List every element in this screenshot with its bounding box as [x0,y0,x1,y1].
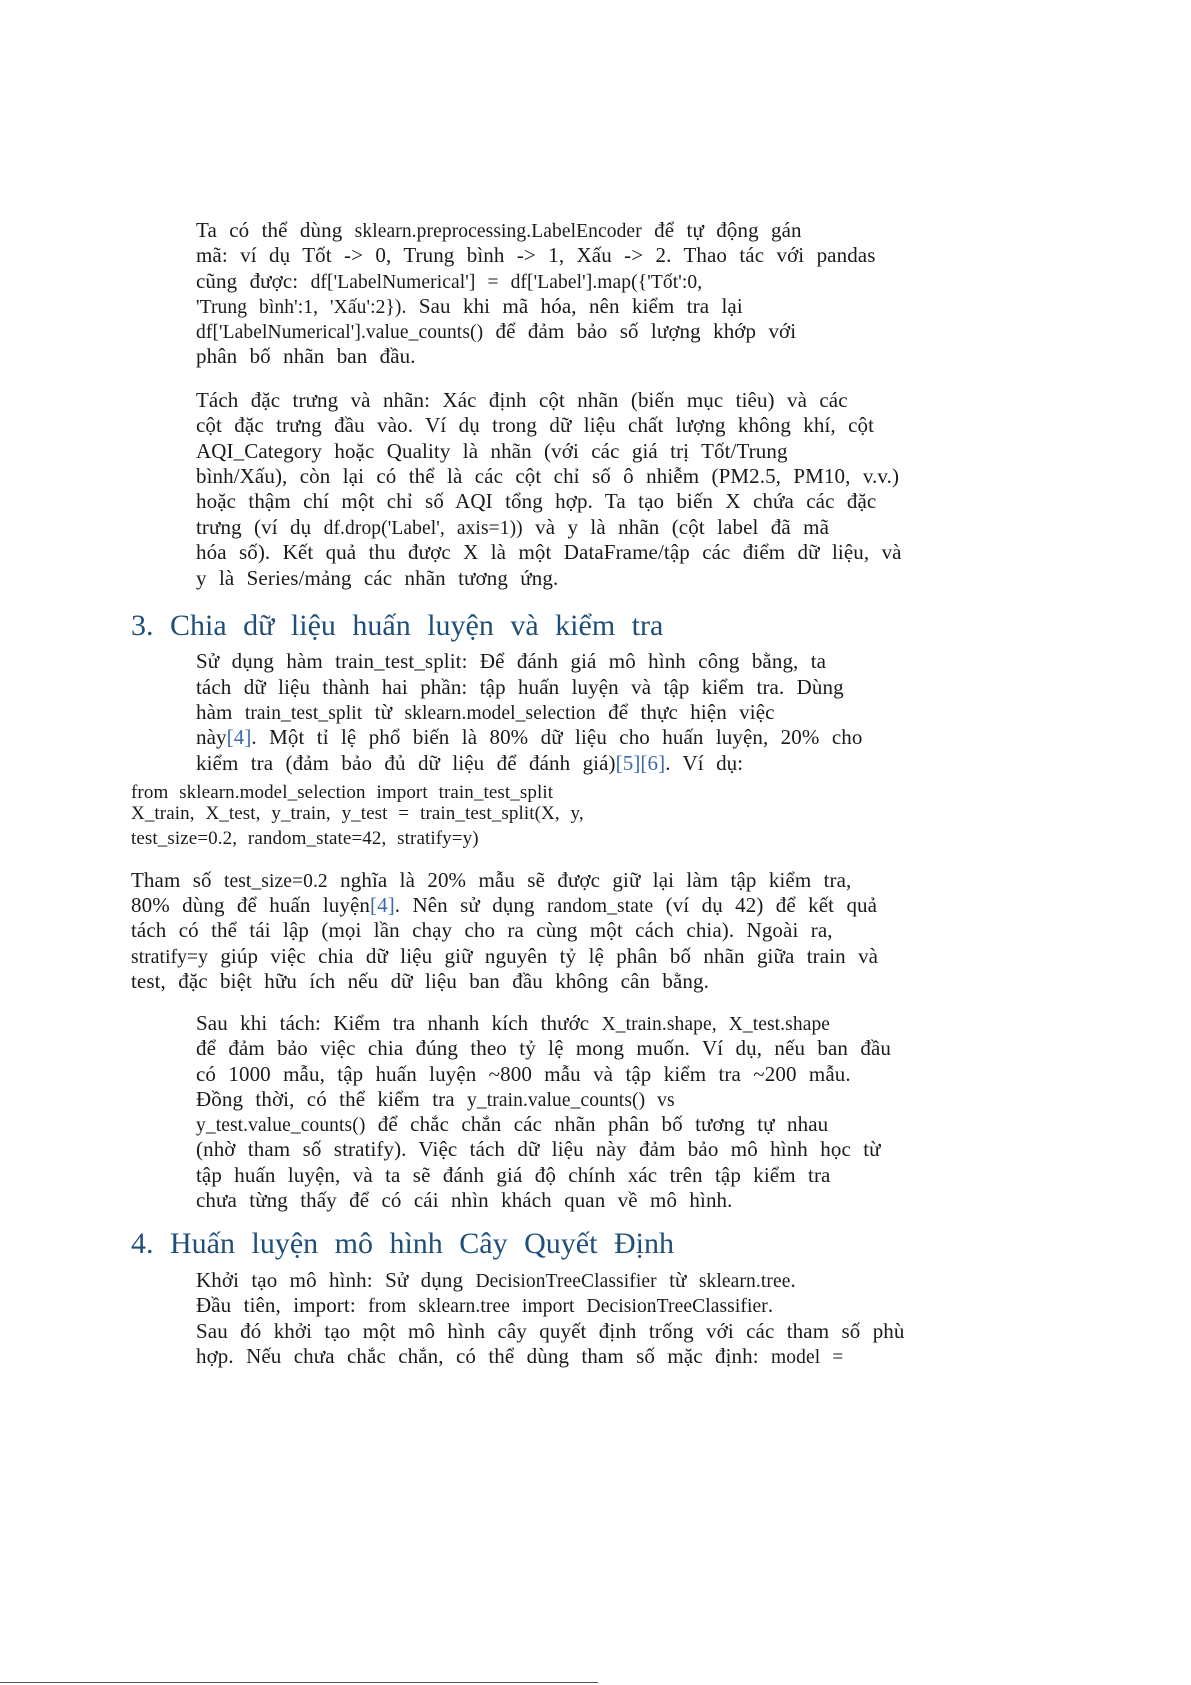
p-tts-line-5: kiểm tra (đảm bảo đủ dữ liệu để đánh giá)[5][6]. Ví dụ: [196,751,744,775]
p-params-line-4: stratify=y giúp việc chia dữ liệu giữ nguyên tỷ lệ phân bố nhãn giữa train và [131,944,879,968]
p-tts-line-3: hàm train_test_split từ sklearn.model_selection để thực hiện việc [196,700,775,724]
p-after-line-6: (nhờ tham số stratify). Việc tách dữ liệu này đảm bảo mô hình học từ [196,1137,881,1161]
p-params-line-2: 80% dùng để huấn luyện[4]. Nên sử dụng random_state (ví dụ 42) để kết quả [131,893,878,917]
heading-section-4: 4. Huấn luyện mô hình Cây Quyết Định [131,1227,674,1260]
p-split-line-1: Tách đặc trưng và nhãn: Xác định cột nhãn (biến mục tiêu) và các [196,388,848,412]
p-tts-line-1: Sử dụng hàm train_test_split: Để đánh giá mô hình công bằng, ta [196,649,827,673]
p-label-encode-line-3: cũng được: df['LabelNumerical'] = df['Label'].map({'Tốt':0, [196,269,703,293]
code-line-1: from sklearn.model_selection import train_test_split [131,782,554,803]
p-split-line-3: AQI_Category hoặc Quality là nhãn (với các giá trị Tốt/Trung [196,439,788,463]
p-model-line-2: Đầu tiên, import: from sklearn.tree import DecisionTreeClassifier. [196,1293,774,1317]
p-label-encode-line-4: 'Trung bình':1, 'Xấu':2}). Sau khi mã hóa, nên kiểm tra lại [196,294,743,318]
p-after-line-7: tập huấn luyện, và ta sẽ đánh giá độ chính xác trên tập kiểm tra [196,1163,831,1187]
p-after-line-4: Đồng thời, có thể kiểm tra y_train.value_counts() vs [196,1087,675,1111]
p-after-line-8: chưa từng thấy để có cái nhìn khách quan về mô hình. [196,1188,733,1212]
p-model-line-1: Khởi tạo mô hình: Sử dụng DecisionTreeClassifier từ sklearn.tree. [196,1268,796,1292]
p-params-line-5: test, đặc biệt hữu ích nếu dữ liệu ban đầu không cân bằng. [131,969,709,993]
p-label-encode-line-6: phân bố nhãn ban đầu. [196,344,416,368]
p-after-line-3: có 1000 mẫu, tập huấn luyện ~800 mẫu và tập kiểm tra ~200 mẫu. [196,1062,851,1086]
footnote-separator [0,1682,598,1683]
p-split-line-7: hóa số). Kết quả thu được X là một DataFrame/tập các điểm dữ liệu, và [196,540,902,564]
p-after-line-2: để đảm bảo việc chia đúng theo tỷ lệ mong muốn. Ví dụ, nếu ban đầu [196,1036,891,1060]
citation-link[interactable]: [5][6] [615,751,666,775]
p-label-encode-line-1: Ta có thể dùng sklearn.preprocessing.LabelEncoder để tự động gán [196,218,802,242]
p-split-line-5: hoặc thậm chí một chỉ số AQI tổng hợp. Ta tạo biến X chứa các đặc [196,489,877,513]
p-after-line-1: Sau khi tách: Kiểm tra nhanh kích thước X_train.shape, X_test.shape [196,1011,831,1035]
code-line-3: test_size=0.2, random_state=42, stratify=y) [131,828,479,849]
p-split-line-4: bình/Xấu), còn lại có thể là các cột chỉ số ô nhiễm (PM2.5, PM10, v.v.) [196,464,900,488]
p-tts-line-4: này[4]. Một tỉ lệ phổ biến là 80% dữ liệu cho huấn luyện, 20% cho [196,725,863,749]
p-tts-line-2: tách dữ liệu thành hai phần: tập huấn luyện và tập kiểm tra. Dùng [196,675,844,699]
p-params-line-1: Tham số test_size=0.2 nghĩa là 20% mẫu sẽ được giữ lại làm tập kiểm tra, [131,868,852,892]
p-after-line-5: y_test.value_counts() để chắc chắn các nhãn phân bố tương tự nhau [196,1112,829,1136]
p-model-line-4: hợp. Nếu chưa chắc chắn, có thể dùng tham số mặc định: model = [196,1344,844,1368]
citation-link[interactable]: [4] [226,725,252,749]
p-label-encode-line-5: df['LabelNumerical'].value_counts() để đảm bảo số lượng khớp với [196,319,797,343]
code-line-2: X_train, X_test, y_train, y_test = train_test_split(X, y, [131,803,584,824]
p-split-line-2: cột đặc trưng đầu vào. Ví dụ trong dữ liệu chất lượng không khí, cột [196,413,875,437]
p-split-line-8: y là Series/mảng các nhãn tương ứng. [196,566,559,590]
p-label-encode-line-2: mã: ví dụ Tốt -> 0, Trung bình -> 1, Xấu -> 2. Thao tác với pandas [196,243,876,267]
heading-section-3: 3. Chia dữ liệu huấn luyện và kiểm tra [131,609,664,642]
citation-link[interactable]: [4] [370,893,395,917]
p-model-line-3: Sau đó khởi tạo một mô hình cây quyết định trống với các tham số phù [196,1319,905,1343]
p-params-line-3: tách có thể tái lập (mọi lần chạy cho ra cùng một cách chia). Ngoài ra, [131,918,833,942]
p-split-line-6: trưng (ví dụ df.drop('Label', axis=1)) và y là nhãn (cột label đã mã [196,515,829,539]
